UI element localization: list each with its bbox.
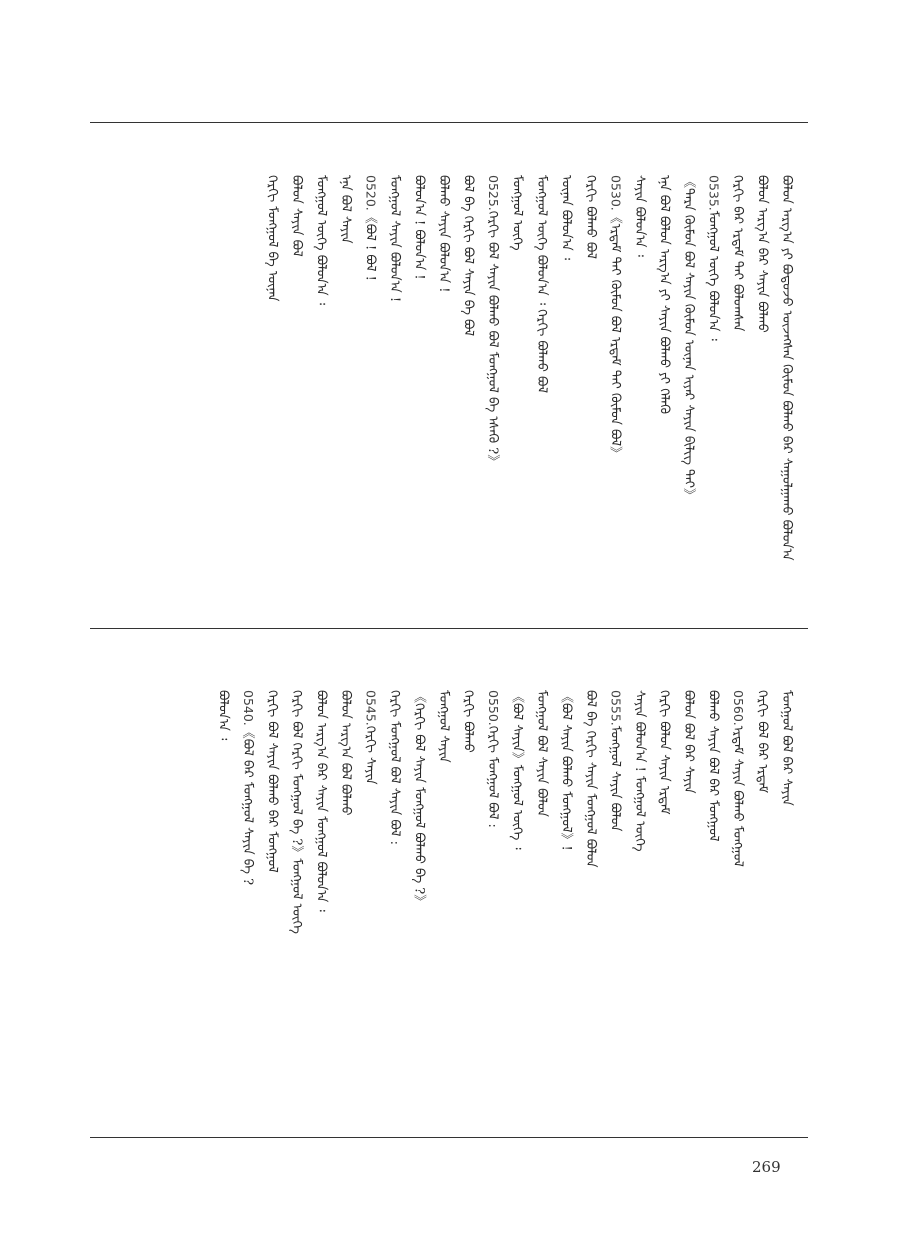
verse-text: ᠪᠣᠯ ᠪᠠ ᠬᠡᠷᠬᠢ ᠪᠣᠯ ᠰᠠᠶᠢᠨ ᠪᠠ ᠪᠣᠯ: [460, 175, 476, 337]
verse-line: [780, 690, 793, 1125]
verse-text: ᠬᠡᠷᠬᠢ ᠮᠣᠩᠭᠣᠯ ᠪᠣᠯ ᠰᠠᠶᠢᠨ ᠪᠣᠯ :: [387, 690, 402, 845]
verse-line: [413, 175, 426, 615]
verse-line: [633, 175, 646, 615]
verse-line: [315, 690, 328, 1125]
verse-line: [241, 690, 254, 1125]
verse-text: ᠬᠡᠷᠬᠢ ᠪᠣᠯ ᠬᠡᠷᠬᠢ ᠮᠣᠩᠭᠣᠯ ᠪᠠ ?》ᠮᠣᠩᠭᠣᠯ ᠦᠭᠡ: [289, 690, 304, 934]
verse-line: [511, 690, 524, 1125]
verse-line: [462, 690, 475, 1125]
verse-line: [633, 690, 646, 1125]
verse-text: ᠬᠡᠷᠬᠢ ᠰᠠᠶᠢᠨ: [362, 725, 378, 785]
verse-text: ᠮᠣᠩᠭᠣᠯ ᠰᠠᠶᠢᠨ: [436, 690, 451, 763]
verse-text: ᠪᠣᠯᠤᠨ᠎ᠠ ! ᠪᠣᠯᠤᠨ᠎ᠠ !: [411, 175, 427, 280]
verse-line: [388, 175, 401, 615]
upper-verse-panel: [90, 175, 808, 615]
verse-text: ᠪᠣᠯᠣᠨ ᠰᠠᠶᠢᠨ ᠪᠣᠯ: [289, 175, 304, 257]
verse-text: ᠪᠣᠯᠣᠨ ᠠᠷᠭ᠎ᠠ ᠪᠠᠷ ᠰᠠᠶᠢᠨ ᠮᠣᠩᠭᠣᠯ ᠪᠣᠯᠤᠨ᠎ᠠ ᠄: [313, 690, 329, 912]
verse-line: [290, 690, 303, 1125]
verse-line: [756, 175, 769, 615]
line-number: 0555.: [608, 690, 624, 726]
verse-text: ᠬᠡᠷᠬᠢ ᠪᠣᠯᠤᠨ ᠰᠠᠶᠢᠨ ᠡᠷᠳᠡᠮ: [656, 690, 672, 815]
verse-line: [658, 690, 671, 1125]
line-number: 0535.: [706, 175, 722, 211]
verse-line: [266, 175, 279, 615]
verse-text: ᠮᠣᠩᠭᠣᠯ ᠦᠭᠡ ᠪᠣᠯᠤᠨ᠎ᠠ ᠄ ᠬᠡᠷᠬᠢ ᠪᠣᠯᠬᠤ ᠪᠣᠯ: [534, 175, 549, 394]
verse-text: ᠪᠣᠯᠬᠤ ᠰᠠᠶᠢᠨ ᠪᠣᠯᠤᠨ᠎ᠠ !: [436, 175, 451, 293]
verse-text: ᠬᠡᠷᠬᠢ ᠪᠣᠯ ᠰᠠᠶᠢᠨ ᠪᠣᠯᠬᠤ ᠪᠠᠷ ᠮᠣᠩᠭᠣᠯ: [264, 690, 280, 873]
verse-line: [364, 175, 377, 615]
line-number: 0525.: [486, 175, 501, 211]
verse-line: [780, 175, 793, 615]
verse-text: ᠪᠣᠯᠤᠨ᠎ᠠ ᠄: [215, 690, 231, 741]
verse-text: ᠮᠣᠩᠭᠣᠯ ᠪᠣᠯ ᠰᠠᠶᠢᠨ ᠪᠣᠯᠣᠨ: [534, 690, 549, 817]
verse-text: 《ᠪᠣᠯ ᠰᠠᠶᠢᠨ ᠪᠣᠯᠬᠤ ᠮᠣᠩᠭᠣᠯ》!: [558, 690, 574, 851]
verse-line: [388, 690, 401, 1125]
line-number: 0530.: [608, 175, 624, 211]
verse-text: ᠮᠣᠩᠭᠣᠯ ᠪᠣᠯ ᠪᠠᠷ ᠰᠠᠶᠢᠨ: [779, 690, 794, 806]
verse-text: 《ᠬᠡᠷᠬᠢ ᠪᠣᠯ ᠰᠠᠶᠢᠨ ᠮᠣᠩᠭᠣᠯ ᠪᠣᠯᠬᠤ ᠪᠠ ?》: [411, 690, 427, 908]
verse-line: [682, 690, 695, 1125]
verse-text: ᠬᠡᠷᠬᠢ ᠪᠣᠯᠬᠤ ᠪᠣᠯ: [583, 175, 598, 259]
verse-text: ᠡᠨᠡ ᠪᠣᠯ ᠰᠠᠶᠢᠨ: [338, 175, 353, 244]
line-number: 0550.: [486, 690, 501, 726]
bottom-rule: [90, 1137, 808, 1138]
verse-text: 《ᠲᠡᠷᠡ ᠬᠦᠮᠦᠨ ᠪᠣᠯ ᠰᠠᠶᠢᠨ ᠬᠦᠮᠦᠨ ᠦᠨᠡᠨ ᠢᠶᠡᠷ ᠰᠠᠶᠢᠨ ᠪᠢᠯᠢᠭ ᠲᠡᠢ》: [681, 175, 696, 501]
verse-line: [535, 690, 548, 1125]
verse-text: ᠪᠣᠯᠬᠤ ᠰᠠᠶᠢᠨ ᠪᠣᠯ ᠪᠠᠷ ᠮᠣᠩᠭᠣᠯ: [705, 690, 721, 842]
line-number: 0560.: [731, 690, 746, 726]
verse-text: ᠬᠡᠷᠬᠢ ᠪᠣᠯ ᠪᠠᠷ ᠡᠷᠳᠡᠮ: [754, 690, 770, 794]
verse-line: [707, 690, 720, 1125]
verse-line: [511, 175, 524, 615]
verse-line: [560, 175, 573, 615]
verse-line: [682, 175, 695, 615]
verse-line: [290, 175, 303, 615]
verse-line: [339, 175, 352, 615]
line-number: 0540.: [241, 690, 256, 726]
verse-line: [339, 690, 352, 1125]
verse-text: ᠪᠣᠯᠣᠨ ᠠᠷᠭ᠎ᠠ ᠶᠢ ᠪᠣᠳᠣᠵᠤ ᠦᠵᠡᠭᠰᠡᠨ ᠬᠦᠮᠦᠨ ᠪᠣᠯᠬᠤ ᠪᠠᠷ ᠰᠠᠭᠤᠯᠭᠠᠬᠤ ᠪᠣᠯᠤᠨ᠎ᠠ: [779, 175, 794, 561]
verse-text: ᠪᠣᠯᠣᠨ ᠠᠷᠭ᠎ᠠ ᠪᠣᠯ ᠪᠣᠯᠬᠤ: [338, 690, 353, 816]
verse-line: [609, 175, 622, 615]
verse-text: 《ᠡᠷᠳᠡᠮ ᠲᠡᠢ ᠬᠦᠮᠦᠨ ᠪᠣᠯ ᠡᠷᠳᠡᠮ ᠲᠡᠢ ᠬᠦᠮᠦᠨ ᠪᠣᠯ》: [607, 210, 623, 460]
verse-text: 《ᠪᠣᠯ ᠰᠠᠶᠢᠨ》ᠮᠣᠩᠭᠣᠯ ᠦᠭᠡ ᠄: [509, 690, 525, 850]
verse-line: [560, 690, 573, 1125]
verse-text: 《ᠪᠣᠯ ! ᠪᠣᠯ !: [362, 210, 378, 281]
verse-line: [731, 175, 744, 615]
verse-text: ᠰᠠᠶᠢᠨ ᠪᠣᠯᠤᠨ᠎ᠠ ! ᠮᠣᠩᠭᠣᠯ ᠦᠭᠡ: [632, 690, 647, 852]
verse-text: ᠬᠡᠷᠬᠢ ᠮᠣᠩᠭᠣᠯ ᠪᠣᠯ :: [485, 725, 500, 828]
verse-line: [217, 690, 230, 1125]
verse-text: ᠡᠷᠳᠡᠮ ᠰᠠᠶᠢᠨ ᠪᠣᠯᠬᠤ ᠮᠣᠩᠭᠣᠯ: [730, 725, 745, 867]
verse-text: ᠮᠣᠩᠭᠣᠯ ᠦᠭᠡ: [509, 175, 525, 251]
middle-rule: [90, 628, 808, 629]
lower-verse-panel: [90, 690, 808, 1125]
top-rule: [90, 122, 808, 123]
verse-line: [462, 175, 475, 615]
verse-line: [731, 690, 744, 1125]
verse-text: ᠦᠨᠡᠨ ᠪᠣᠯᠤᠨ᠎ᠠ ᠄: [558, 175, 574, 261]
verse-text: ᠪᠣᠯᠣᠨ ᠠᠷᠭ᠎ᠠ ᠪᠠᠷ ᠰᠠᠶᠢᠨ ᠪᠣᠯᠬᠤ: [754, 175, 770, 333]
verse-text: ᠪᠣᠯ ᠪᠠ ᠬᠡᠷᠬᠢ ᠰᠠᠶᠢᠨ ᠮᠣᠩᠭᠣᠯ ᠪᠣᠯᠤᠨ: [583, 690, 598, 868]
verse-line: [437, 690, 450, 1125]
verse-text: 《ᠪᠣᠯ ᠪᠠᠷ ᠮᠣᠩᠭᠣᠯ ᠰᠠᠶᠢᠨ ᠪᠠ ?: [240, 725, 255, 886]
verse-text: ᠮᠣᠩᠭᠣᠯ ᠦᠭᠡ ᠪᠣᠯᠤᠨ᠎ᠠ ᠄: [313, 175, 329, 305]
verse-text: ᠰᠠᠶᠢᠨ ᠪᠣᠯᠤᠨ᠎ᠠ ᠄: [632, 175, 647, 257]
verse-line: [413, 690, 426, 1125]
verse-line: [609, 690, 622, 1125]
line-number: 0545.: [363, 690, 379, 726]
verse-line: [535, 175, 548, 615]
line-number: 0520.: [363, 175, 379, 211]
verse-line: [266, 690, 279, 1125]
verse-text: ᠬᠡᠷᠬᠢ ᠪᠣᠯᠬᠤ: [460, 690, 476, 753]
verse-line: [584, 175, 597, 615]
verse-line: [315, 175, 328, 615]
verse-line: [364, 690, 377, 1125]
verse-line: [707, 175, 720, 615]
verse-text: ᠬᠡᠷᠬᠢ ᠪᠣᠯ ᠰᠠᠶᠢᠨ ᠪᠣᠯᠬᠤ ᠪᠣᠯ ᠮᠣᠩᠭᠣᠯ ᠪᠠ ᠡᠰᠡᠬᠦ ?》: [485, 210, 500, 468]
page-number: 269: [752, 1158, 781, 1176]
verse-line: [658, 175, 671, 615]
verse-line: [486, 690, 499, 1125]
verse-text: ᠬᠡᠷᠬᠢ ᠮᠣᠩᠭᠣᠯ ᠪᠠ ᠦᠨᠡᠨ: [264, 175, 280, 302]
verse-text: ᠬᠡᠷᠬᠢ ᠪᠡᠷ ᠡᠷᠳᠡᠮ ᠲᠡᠢ ᠪᠣᠯᠤᠭᠰᠠᠨ: [730, 175, 745, 332]
verse-text: ᠮᠣᠩᠭᠣᠯ ᠰᠠᠶᠢᠨ ᠪᠣᠯᠤᠨ: [607, 725, 623, 832]
verse-line: [584, 690, 597, 1125]
verse-line: [756, 690, 769, 1125]
verse-text: ᠪᠣᠯᠤᠨ ᠪᠣᠯ ᠪᠠᠷ ᠰᠠᠶᠢᠨ: [681, 690, 696, 794]
verse-line: [486, 175, 499, 615]
verse-text: ᠡᠨᠡ ᠪᠣᠯ ᠪᠣᠯᠣᠨ ᠠᠷᠭ᠎ᠠ ᠶᠢ ᠰᠠᠶᠢᠨ ᠪᠣᠯᠬᠤ ᠶᠢ ᠬᠡᠯᠡᠬᠦ: [656, 175, 672, 414]
verse-line: [437, 175, 450, 615]
verse-text: ᠮᠣᠩᠭᠣᠯ ᠰᠠᠶᠢᠨ ᠪᠣᠯᠤᠨ᠎ᠠ !: [387, 175, 402, 303]
verse-text: ᠮᠣᠩᠭᠣᠯ ᠦᠭᠡ ᠪᠣᠯᠤᠨ᠎ᠠ ᠄: [705, 210, 721, 341]
